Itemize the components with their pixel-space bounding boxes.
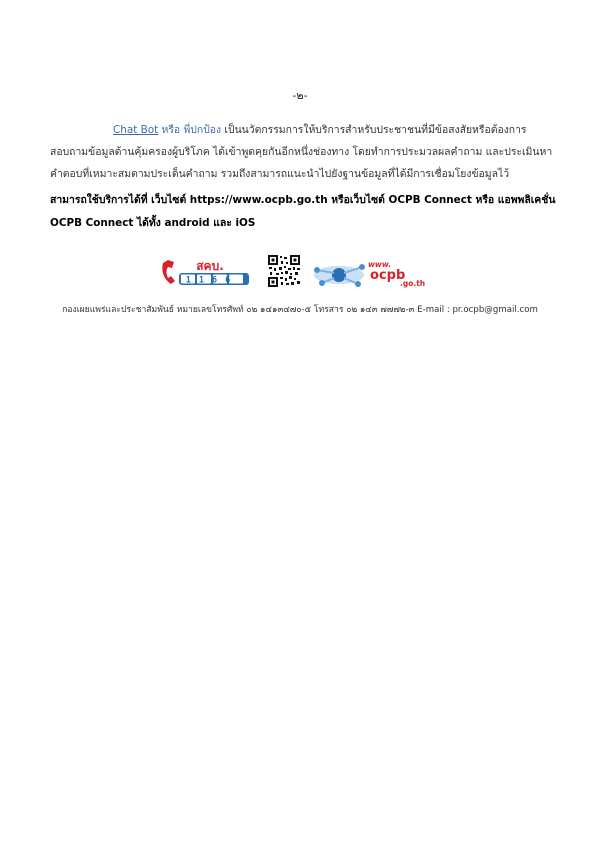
agency-abbr: สคบ. bbox=[196, 259, 224, 273]
paragraph-line1-text: เป็นนวัตกรรมการให้บริการสำหรับประชาชนที่มีข้อสงสัยหรือต้องการ bbox=[224, 124, 527, 136]
qr-code-icon bbox=[267, 254, 301, 288]
web-www: www. bbox=[368, 260, 392, 269]
page-number: -๒- bbox=[292, 89, 308, 102]
paragraph-line2: สอบถามข้อมูลด้านคุ้มครองผู้บริโภค ได้เข้าพูดคุยกันอีกหนึ่งช่องทาง โดยทำการประมวลผลคำถาม และประเมินหา bbox=[50, 146, 553, 158]
logo-strip bbox=[160, 254, 440, 290]
web-domain: .go.th bbox=[400, 279, 426, 288]
mascot-name: พี่ปกป้อง bbox=[183, 124, 222, 136]
hotline-number: 1166 bbox=[185, 275, 239, 286]
network-globe-icon bbox=[314, 264, 365, 287]
or-word: หรือ bbox=[161, 124, 181, 136]
ocpb-website-logo bbox=[312, 258, 440, 288]
service-line1: สามารถใช้บริการได้ที่ เว็บไซต์ https://www.ocpb.go.th หรือเว็บไซต์ OCPB Connect หรือ แอพพลิเคชั่น bbox=[50, 194, 556, 206]
chatbot-link[interactable]: Chat Bot bbox=[113, 124, 159, 136]
phone-icon bbox=[162, 260, 175, 284]
web-name: ocpb bbox=[370, 268, 406, 283]
service-line2: OCPB Connect ได้ทั้ง android และ iOS bbox=[50, 217, 256, 229]
service-info bbox=[50, 189, 560, 235]
ocpb-hotline-logo bbox=[160, 257, 255, 287]
footer-contact: กองเผยแพร่และประชาสัมพันธ์ หมายเลขโทรศัพท์ ๐๒ ๑๔๑๓๔๗๐-๕ โทรสาร ๐๒ ๑๔๓ ๗๗๗๒-๓ E-mail : pr.ocpb@gmail.com bbox=[62, 305, 538, 315]
intro-paragraph bbox=[50, 119, 553, 185]
paragraph-line3: คำตอบที่เหมาะสมตามประเด็นคำถาม รวมถึงสามารถแนะนำไปยังฐานข้อมูลที่ได้มีการเชื่อมโยงข้อมูลไว้ bbox=[50, 168, 510, 180]
